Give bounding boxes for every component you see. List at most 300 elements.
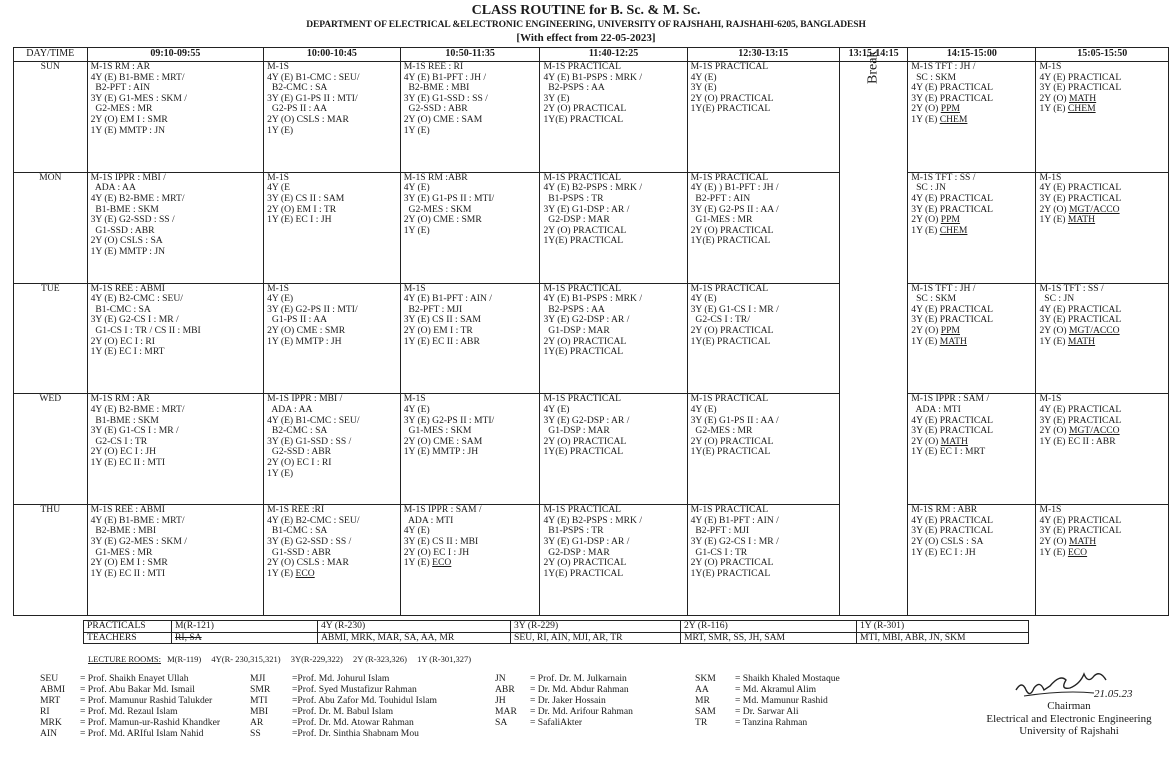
slot-line: 2Y (O) PPM bbox=[911, 103, 960, 115]
slot-cell bbox=[687, 505, 839, 616]
slot-line: 3Y (E) bbox=[690, 82, 717, 94]
2y-room: 2Y (R-116) bbox=[681, 621, 857, 633]
slot-cell bbox=[908, 394, 1036, 505]
legend-abbr: AR bbox=[250, 717, 264, 728]
slot-cell bbox=[87, 172, 264, 283]
lecture-room-2y: 2Y (R-323,326) bbox=[353, 654, 407, 664]
slot-line: 3Y (E) G1-PS II : MTI/ bbox=[403, 192, 495, 204]
slot-line: 2Y (O) EC I : RI bbox=[267, 456, 332, 468]
slot-cell bbox=[687, 394, 839, 505]
slot-line: M-1S PRACTICAL bbox=[690, 172, 769, 183]
slot-cell bbox=[264, 394, 401, 505]
time-header: 12:30-13:15 bbox=[687, 48, 839, 62]
slot-line: ADA : MTI bbox=[911, 403, 961, 415]
slot-line: 4Y (E) PRACTICAL bbox=[1039, 303, 1122, 315]
slot-line: 3Y (E) G2-PS II : MTI/ bbox=[403, 414, 495, 426]
slot-line: 2Y (O) EM I : TR bbox=[267, 203, 337, 215]
slot-line: 4Y (E) bbox=[403, 403, 430, 415]
legend-entry bbox=[40, 684, 220, 695]
slot-line: 2Y (O) PRACTICAL bbox=[543, 435, 627, 447]
slot-line: 1Y (E) MMTP : JN bbox=[90, 245, 166, 257]
slot-line: 4Y (E) PRACTICAL bbox=[911, 514, 994, 526]
slot-line: G1-SSD : ABR bbox=[90, 224, 155, 236]
slot-line: M-1S REE : ABMI bbox=[90, 504, 165, 516]
slot-line: G2-MES : MR bbox=[690, 425, 753, 437]
legend-column bbox=[695, 673, 840, 728]
time-header: 15:05-15:50 bbox=[1036, 48, 1169, 62]
legend-abbr: SMR bbox=[250, 684, 271, 695]
slot-line: 3Y (E) PRACTICAL bbox=[1039, 414, 1122, 426]
slot-line: 1Y (E) bbox=[267, 124, 294, 136]
legend-fullname: = Tanzina Rahman bbox=[735, 717, 808, 728]
legend-entry bbox=[495, 695, 633, 706]
slot-line: B2-CMC : SA bbox=[267, 425, 328, 437]
slot-line: M-1S PRACTICAL bbox=[690, 504, 769, 516]
slot-line: M-1S REE : ABMI bbox=[90, 283, 165, 294]
slot-line: M-1S PRACTICAL bbox=[690, 61, 769, 72]
slot-line: 3Y (E) PRACTICAL bbox=[1039, 82, 1122, 94]
slot-line: 3Y (E) G2-MES : SKM / bbox=[90, 535, 187, 547]
slot-line: 3Y (E) bbox=[543, 92, 570, 104]
signature-block bbox=[966, 670, 1172, 738]
time-header: 09:10-09:55 bbox=[87, 48, 264, 62]
slot-line: G1-MES : MR bbox=[690, 214, 753, 226]
slot-line: 3Y (E) G1-DSP : AR / bbox=[543, 535, 630, 547]
slot-line: 4Y (E) PRACTICAL bbox=[1039, 403, 1122, 415]
lecture-room-1y: 1Y (R-301,327) bbox=[417, 654, 472, 664]
slot-line: 2Y (O) CSLS : MAR bbox=[267, 113, 349, 125]
legend-fullname: = Prof. Md. ARIful Islam Nahid bbox=[80, 728, 204, 739]
slot-line: 2Y (O) EC I : JH bbox=[403, 546, 470, 558]
legend-fullname: =Prof. Dr. M. Babul Islam bbox=[292, 706, 394, 717]
legend-entry bbox=[495, 706, 633, 717]
slot-line: 3Y (E) G2-DSP : AR / bbox=[543, 314, 630, 326]
slot-line: 1Y (E) EC I : MRT bbox=[90, 346, 165, 358]
chairman-dept: Electrical and Electronic Engineering bbox=[986, 712, 1152, 725]
slot-line: 2Y (O) PRACTICAL bbox=[543, 557, 627, 569]
1y-teachers: MTI, MBI, ABR, JN, SKM bbox=[857, 632, 1029, 644]
legend-abbr: AA bbox=[695, 684, 709, 695]
legend-fullname: = Prof. Shaikh Enayet Ullah bbox=[80, 673, 189, 684]
slot-line: 4Y (E) PRACTICAL bbox=[1039, 71, 1122, 83]
legend-fullname: = Prof. Md. Rezaul Islam bbox=[80, 706, 178, 717]
slot-cell bbox=[400, 172, 540, 283]
day-label: WED bbox=[14, 394, 88, 505]
legend-entry bbox=[495, 684, 633, 695]
slot-line: M-1S IPPR : MBI / bbox=[90, 172, 166, 183]
slot-line: 4Y (E) B2-BME : MRT/ bbox=[90, 403, 185, 415]
slot-cell bbox=[400, 394, 540, 505]
day-label: TUE bbox=[14, 283, 88, 394]
legend-entry bbox=[695, 695, 840, 706]
slot-line: 1Y (E) CHEM bbox=[911, 113, 968, 125]
slot-line: 2Y (O) CSLS : SA bbox=[911, 535, 984, 547]
teachers-row bbox=[84, 632, 1029, 644]
slot-line: M-1S IPPR : SAM / bbox=[911, 393, 990, 405]
slot-cell bbox=[1036, 394, 1169, 505]
practicals-table bbox=[83, 620, 1029, 644]
time-header: 10:00-10:45 bbox=[264, 48, 401, 62]
legend-abbr: MJI bbox=[250, 673, 266, 684]
slot-line: 4Y (E) B1-BME : MRT/ bbox=[90, 514, 185, 526]
slot-line: 3Y (E) PRACTICAL bbox=[911, 525, 994, 537]
slot-line: 1Y (E) EC II : MTI bbox=[90, 567, 166, 579]
legend-abbr: JN bbox=[495, 673, 506, 684]
slot-line: ADA : AA bbox=[267, 403, 313, 415]
legend-abbr: MR bbox=[695, 695, 710, 706]
lecture-rooms-label: LECTURE ROOMS: bbox=[88, 654, 161, 664]
legend-entry bbox=[40, 695, 220, 706]
day-row bbox=[14, 394, 1169, 505]
legend-entry bbox=[495, 673, 633, 684]
slot-line: M-1S IPPR : SAM / bbox=[403, 504, 482, 516]
effective-date: [With effect from 22-05-2023] bbox=[516, 32, 656, 44]
slot-cell bbox=[87, 505, 264, 616]
slot-line: 2Y (O) PRACTICAL bbox=[690, 435, 774, 447]
slot-line: ADA : MTI bbox=[403, 514, 454, 526]
slot-line: M-1S bbox=[403, 393, 426, 405]
slot-line: 3Y (E) G2-SSD : SS / bbox=[90, 214, 175, 226]
legend-fullname: = Dr. Md. Arifour Rahman bbox=[530, 706, 633, 717]
slot-line: 1Y (E) MMTP : JH bbox=[267, 335, 342, 347]
slot-line: 1Y(E) PRACTICAL bbox=[543, 567, 624, 579]
slot-line: 4Y (E) PRACTICAL bbox=[1039, 182, 1122, 194]
lecture-room-4y: 4Y(R- 230,315,321) bbox=[211, 654, 281, 664]
slot-line: M-1S bbox=[1039, 61, 1062, 72]
slot-line: 4Y (E) B1-BME : MRT/ bbox=[90, 71, 185, 83]
slot-cell bbox=[540, 62, 687, 173]
slot-line: 4Y (E) bbox=[543, 403, 570, 415]
slot-cell bbox=[687, 62, 839, 173]
legend-abbr: TR bbox=[695, 717, 708, 728]
slot-line: M-1S TFT : JH / bbox=[911, 61, 976, 72]
slot-line: 1Y (E) MMTP : JH bbox=[403, 446, 479, 458]
slot-line: 2Y (O) EM I : SMR bbox=[90, 557, 168, 569]
slot-line: 4Y (E) bbox=[267, 293, 294, 305]
slot-line: M-1S RM : ABR bbox=[911, 504, 978, 516]
legend-fullname: =Prof. Dr. Md. Atowar Rahman bbox=[292, 717, 414, 728]
slot-cell bbox=[540, 394, 687, 505]
slot-line: 4Y (E) ) B1-PFT : JH / bbox=[690, 182, 779, 194]
slot-line: 4Y (E) B1-PSPS : MRK / bbox=[543, 293, 643, 305]
legend-entry bbox=[40, 728, 220, 739]
slot-cell bbox=[1036, 505, 1169, 616]
slot-line: 3Y (E) G2-SSD : SS / bbox=[267, 535, 352, 547]
legend-abbr: MRT bbox=[40, 695, 61, 706]
slot-line: 4Y (E) PRACTICAL bbox=[1039, 514, 1122, 526]
slot-line: B2-BME : MBI bbox=[403, 82, 470, 94]
slot-line: M-1S REE :RI bbox=[267, 504, 325, 516]
legend-abbr: SA bbox=[495, 717, 508, 728]
slot-line: 1Y (E) EC I : MRT bbox=[911, 446, 986, 458]
practicals-label: PRACTICALS bbox=[84, 621, 172, 633]
slot-line: 1Y (E) CHEM bbox=[1039, 103, 1096, 115]
day-row bbox=[14, 62, 1169, 173]
slot-line: 4Y (E) B2-PSPS : MRK / bbox=[543, 182, 643, 194]
legend-fullname: = Dr. Md. Abdur Rahman bbox=[530, 684, 629, 695]
legend-entry bbox=[250, 673, 437, 684]
slot-line: 2Y (O) PRACTICAL bbox=[690, 557, 774, 569]
slot-cell bbox=[264, 505, 401, 616]
slot-line: 4Y (E) B1-PFT : JH / bbox=[403, 71, 487, 83]
slot-line: 3Y (E) PRACTICAL bbox=[911, 92, 994, 104]
slot-line: 1Y(E) PRACTICAL bbox=[690, 335, 771, 347]
legend-fullname: = Md. Akramul Alim bbox=[735, 684, 817, 695]
slot-line: 1Y(E) PRACTICAL bbox=[690, 103, 771, 115]
legend-fullname: = SafaliAkter bbox=[530, 717, 583, 728]
routine-table bbox=[13, 47, 1169, 616]
slot-line: 4Y (E) bbox=[403, 182, 430, 194]
3y-room: 3Y (R-229) bbox=[511, 621, 681, 633]
time-header: 13:15-14:15 bbox=[839, 48, 907, 62]
legend-entry bbox=[695, 684, 840, 695]
day-label: MON bbox=[14, 172, 88, 283]
slot-line: 3Y (E) G2-CS I : MR / bbox=[690, 535, 779, 547]
slot-line: G1-MES : MR bbox=[90, 546, 153, 558]
slot-line: G2-CS I : TR/ bbox=[690, 314, 750, 326]
slot-line: M-1S bbox=[267, 172, 289, 183]
slot-line: 1Y (E) EC I : JH bbox=[267, 214, 332, 226]
legend-abbr: SEU bbox=[40, 673, 59, 684]
slot-line: G2-DSP : MAR bbox=[543, 214, 610, 226]
slot-line: 3Y (E) G1-CS I : MR / bbox=[90, 425, 179, 437]
slot-line: 2Y (O) MGT/ACCO bbox=[1039, 324, 1120, 336]
slot-line: 2Y (O) MATH bbox=[1039, 535, 1097, 547]
slot-line: 3Y (E) G1-DSP : AR / bbox=[543, 203, 630, 215]
slot-line: M-1S bbox=[1039, 172, 1062, 183]
legend-entry bbox=[40, 706, 220, 717]
slot-line: 1Y (E) EC II : MTI bbox=[90, 456, 166, 468]
slot-cell bbox=[87, 283, 264, 394]
slot-line: 4Y (E) B1-CMC : SEU/ bbox=[267, 414, 360, 426]
slot-line: SC : JN bbox=[911, 182, 946, 194]
slot-line: G2-PS II : AA bbox=[267, 103, 328, 115]
legend-entry bbox=[695, 717, 840, 728]
slot-line: G2-SSD : ABR bbox=[403, 103, 468, 115]
slot-line: 1Y (E) bbox=[403, 224, 430, 236]
m-room: M(R-121) bbox=[172, 621, 318, 633]
day-label: SUN bbox=[14, 62, 88, 173]
legend-fullname: =Prof. Abu Zafor Md. Touhidul Islam bbox=[292, 695, 437, 706]
slot-line: 3Y (E) G1-CS I : MR / bbox=[690, 303, 779, 315]
legend-abbr: AIN bbox=[40, 728, 58, 739]
slot-line: 2Y (O) PRACTICAL bbox=[543, 224, 627, 236]
slot-line: B1-BME : SKM bbox=[90, 203, 159, 215]
time-header: 10:50-11:35 bbox=[400, 48, 540, 62]
teachers-label: TEACHERS bbox=[84, 632, 172, 644]
slot-line: 3Y (E) PRACTICAL bbox=[1039, 525, 1122, 537]
slot-line: B1-PSPS : TR bbox=[543, 192, 604, 204]
slot-line: 2Y (O) EM I : TR bbox=[403, 324, 473, 336]
slot-line: B1-CMC : SA bbox=[267, 525, 328, 537]
legend-abbr: ABR bbox=[495, 684, 515, 695]
slot-line: B2-CMC : SA bbox=[267, 82, 328, 94]
slot-line: 2Y (O) CME : SMR bbox=[403, 214, 482, 226]
slot-cell bbox=[908, 62, 1036, 173]
slot-line: 4Y (E bbox=[267, 182, 290, 194]
slot-line: 3Y (E) G1-SSD : SS / bbox=[403, 92, 488, 104]
day-label: THU bbox=[14, 505, 88, 616]
slot-cell bbox=[400, 283, 540, 394]
legend-entry bbox=[495, 717, 633, 728]
slot-line: G2-MES : SKM bbox=[403, 203, 472, 215]
legend-entry bbox=[695, 673, 840, 684]
slot-cell bbox=[908, 172, 1036, 283]
slot-line: B2-PSPS : AA bbox=[543, 82, 605, 94]
slot-line: 3Y (E) G2-DSP : AR / bbox=[543, 414, 630, 426]
slot-line: SC : SKM bbox=[911, 293, 957, 305]
slot-line: B1-BME : SKM bbox=[90, 414, 159, 426]
slot-line: 4Y (E) B2-BME : MRT/ bbox=[90, 192, 185, 204]
slot-line: 4Y (E) PRACTICAL bbox=[911, 303, 994, 315]
slot-line: 4Y (E) B1-PFT : AIN / bbox=[403, 293, 492, 305]
slot-line: G2-DSP : MAR bbox=[543, 546, 610, 558]
slot-cell bbox=[87, 62, 264, 173]
slot-cell bbox=[1036, 172, 1169, 283]
slot-cell bbox=[687, 283, 839, 394]
slot-line: 1Y (E) MATH bbox=[1039, 214, 1096, 226]
slot-line: 1Y (E) EC II : ABR bbox=[1039, 435, 1116, 447]
slot-line: B1-CMC : SA bbox=[90, 303, 151, 315]
slot-line: 1Y (E) ECO bbox=[403, 557, 452, 569]
slot-line: M-1S PRACTICAL bbox=[543, 283, 622, 294]
slot-line: G2-SSD : ABR bbox=[267, 446, 332, 458]
slot-line: 3Y (E) G2-PS II : MTI/ bbox=[267, 303, 358, 315]
slot-line: 4Y (E) PRACTICAL bbox=[911, 414, 994, 426]
legend-abbr: MRK bbox=[40, 717, 62, 728]
slot-line: G1-SSD : ABR bbox=[267, 546, 332, 558]
slot-line: 3Y (E) PRACTICAL bbox=[1039, 192, 1122, 204]
slot-line: M-1S PRACTICAL bbox=[690, 393, 769, 405]
slot-cell bbox=[908, 283, 1036, 394]
slot-line: 3Y (E) PRACTICAL bbox=[911, 314, 994, 326]
legend-entry bbox=[250, 728, 437, 739]
slot-line: 4Y (E) B1-PSPS : MRK / bbox=[543, 71, 643, 83]
chairman-title: Chairman bbox=[1047, 700, 1091, 712]
legend-entry bbox=[250, 695, 437, 706]
slot-line: 3Y (E) G1-MES : SKM / bbox=[90, 92, 187, 104]
legend-column bbox=[250, 673, 437, 739]
legend-fullname: = Shaikh Khaled Mostaque bbox=[735, 673, 840, 684]
slot-line: 1Y(E) PRACTICAL bbox=[690, 235, 771, 247]
slot-line: 1Y(E) PRACTICAL bbox=[543, 235, 624, 247]
slot-line: M-1S bbox=[267, 283, 289, 294]
slot-line: 1Y (E) ECO bbox=[267, 567, 315, 579]
lecture-rooms bbox=[88, 654, 479, 664]
legend-abbr: JH bbox=[495, 695, 506, 706]
slot-line: G1-DSP : MAR bbox=[543, 324, 610, 336]
slot-line: G2-CS I : TR bbox=[90, 435, 148, 447]
legend-entry bbox=[250, 717, 437, 728]
slot-line: M-1S RM : AR bbox=[90, 61, 151, 72]
legend-fullname: = Dr. Jaker Hossain bbox=[530, 695, 606, 706]
slot-line: 1Y (E) ECO bbox=[1039, 546, 1088, 558]
slot-line: 2Y (O) CME : SAM bbox=[403, 435, 483, 447]
slot-line: B2-PFT : AIN bbox=[90, 82, 151, 94]
slot-line: M-1S PRACTICAL bbox=[543, 172, 622, 183]
slot-line: M-1S bbox=[267, 61, 289, 72]
slot-line: 2Y (O) PRACTICAL bbox=[690, 92, 774, 104]
slot-line: 1Y (E) MMTP : JN bbox=[90, 124, 166, 136]
legend-fullname: = Md. Mamunur Rashid bbox=[735, 695, 828, 706]
slot-line: 1Y (E) bbox=[403, 124, 430, 136]
slot-line: 3Y (E) PRACTICAL bbox=[911, 425, 994, 437]
slot-line: 3Y (E) PRACTICAL bbox=[1039, 314, 1122, 326]
m-teachers: RI, SA bbox=[172, 632, 318, 644]
legend-abbr: MAR bbox=[495, 706, 517, 717]
slot-line: 2Y (O) PRACTICAL bbox=[690, 324, 774, 336]
slot-line: 2Y (O) EC I : JH bbox=[90, 446, 157, 458]
slot-line: G1-CS I : TR / CS II : MBI bbox=[90, 324, 201, 336]
slot-line: ADA : AA bbox=[90, 182, 136, 194]
legend-fullname: =Prof. Dr. Sinthia Shabnam Mou bbox=[292, 728, 419, 739]
slot-cell bbox=[264, 62, 401, 173]
slot-line: 2Y (O) CME : SMR bbox=[267, 324, 346, 336]
4y-teachers: ABMI, MRK, MAR, SA, AA, MR bbox=[318, 632, 511, 644]
slot-line: B1-PSPS : TR bbox=[543, 525, 604, 537]
slot-line: G2-MES : MR bbox=[90, 103, 153, 115]
department-line: DEPARTMENT OF ELECTRICAL &ELECTRONIC ENGINEERING, UNIVERSITY OF RAJSHAHI, RAJSHAHI-6205, BANGLADESH bbox=[306, 20, 866, 30]
slot-cell bbox=[400, 62, 540, 173]
slot-cell bbox=[400, 505, 540, 616]
2y-teachers: MRT, SMR, SS, JH, SAM bbox=[681, 632, 857, 644]
slot-line: 3Y (E) G2-PS II : AA / bbox=[690, 203, 779, 215]
slot-line: M-1S TFT : SS / bbox=[911, 172, 976, 183]
slot-line: SC : JN bbox=[1039, 293, 1075, 305]
slot-line: G1-DSP : MAR bbox=[543, 425, 610, 437]
time-header: DAY/TIME bbox=[14, 48, 88, 62]
slot-line: G1-CS I : TR bbox=[690, 546, 748, 558]
slot-line: 2Y (O) CSLS : MAR bbox=[267, 557, 349, 569]
legend-abbr: SS bbox=[250, 728, 261, 739]
slot-line: B2-BME : MBI bbox=[90, 525, 157, 537]
legend-entry bbox=[40, 717, 220, 728]
legend-entry bbox=[250, 684, 437, 695]
slot-line: M-1S RM :ABR bbox=[403, 172, 468, 183]
slot-line: M-1S bbox=[403, 283, 426, 294]
slot-line: 2Y (O) MGT/ACCO bbox=[1039, 425, 1120, 437]
slot-cell bbox=[540, 505, 687, 616]
3y-teachers: SEU, RI, AIN, MJI, AR, TR bbox=[511, 632, 681, 644]
slot-line: 2Y (O) MATH bbox=[911, 435, 968, 447]
slot-line: 3Y (E) G1-PS II : MTI/ bbox=[267, 92, 358, 104]
slot-line: M-1S PRACTICAL bbox=[543, 393, 622, 405]
legend-entry bbox=[40, 673, 220, 684]
slot-line: 1Y(E) PRACTICAL bbox=[543, 446, 624, 458]
slot-line: B2-PFT : AIN bbox=[690, 192, 751, 204]
slot-line: 3Y (E) G1-PS II : AA / bbox=[690, 414, 779, 426]
slot-line: 3Y (E) G2-CS I : MR / bbox=[90, 314, 179, 326]
slot-line: G1-MES : SKM bbox=[403, 425, 472, 437]
slot-line: M-1S TFT : JH / bbox=[911, 283, 976, 294]
slot-line: 2Y (O) PRACTICAL bbox=[543, 335, 627, 347]
slot-line: M-1S PRACTICAL bbox=[543, 61, 622, 72]
slot-line: 4Y (E) bbox=[690, 403, 717, 415]
slot-line: 1Y (E) EC II : ABR bbox=[403, 335, 480, 347]
slot-line: G1-PS II : AA bbox=[267, 314, 328, 326]
slot-line: 3Y (E) CS II : SAM bbox=[403, 314, 481, 326]
slot-line: 2Y (O) EM I : SMR bbox=[90, 113, 168, 125]
slot-line: M-1S bbox=[1039, 393, 1062, 405]
slot-line: 2Y (O) PPM bbox=[911, 214, 960, 226]
break-label: Break bbox=[865, 50, 881, 85]
legend-abbr: RI bbox=[40, 706, 50, 717]
legend-entry bbox=[695, 706, 840, 717]
slot-line: 2Y (O) MGT/ACCO bbox=[1039, 203, 1120, 215]
slot-line: 3Y (E) PRACTICAL bbox=[911, 203, 994, 215]
slot-line: 2Y (O) PPM bbox=[911, 324, 960, 336]
slot-cell bbox=[1036, 62, 1169, 173]
